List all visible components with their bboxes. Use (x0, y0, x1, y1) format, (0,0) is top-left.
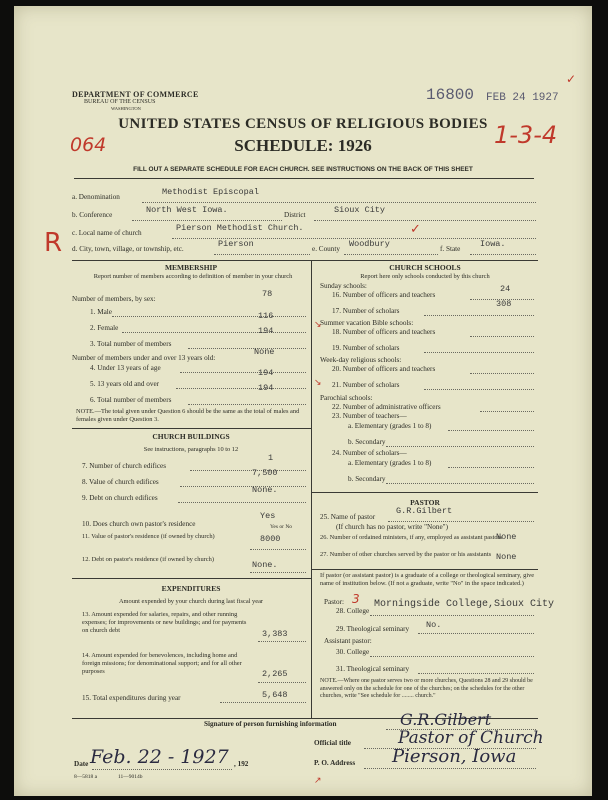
q31-label: 31. Theological seminary (336, 665, 410, 673)
signature-value: G.R.Gilbert (400, 710, 492, 729)
form-title: UNITED STATES CENSUS OF RELIGIOUS BODIES (118, 116, 488, 132)
red-left-code: 064 (70, 134, 107, 156)
membership-intro: Report number of members according to definition of member in your church (93, 273, 293, 280)
date-value: Feb. 22 - 1927 (90, 746, 229, 768)
college-intro: If pastor (or assistant pastor) is a graduate of a college or theological seminary, give name of institution below. (If not a graduate, write "No" in the space indicated.) (320, 572, 535, 587)
q7-label: 7. Number of church edifices (82, 462, 167, 470)
q16-value: 24 (500, 284, 511, 294)
conference-value: North West Iowa. (146, 205, 228, 215)
q22-label: 22. Number of administrative officers (332, 403, 441, 411)
official-title-label: Official title (314, 739, 351, 747)
q12-label: 12. Debt on pastor's residence (if owned by church) (82, 556, 214, 563)
q4-value: None (254, 347, 275, 357)
parochial-schools-label: Parochial schools: (320, 394, 373, 402)
q29-value: No. (426, 620, 442, 630)
membership-note: NOTE.—The total given under Question 6 should be the same as the total of males and females given under Question 3. (76, 408, 300, 423)
q21-label: 21. Number of scholars (332, 381, 400, 389)
sunday-schools-label: Sunday schools: (320, 282, 367, 290)
buildings-heading: CHURCH BUILDINGS (152, 432, 230, 441)
weekday-schools-label: Week-day religious schools: (320, 356, 402, 364)
q14-label: 14. Amount expended for benevolences, including home and foreign missions; for denominational support; and for all other purposes (82, 652, 242, 675)
city-value: Pierson (218, 239, 254, 249)
q24a-label: a. Elementary (grades 1 to 8) (348, 459, 432, 467)
red-tick-icon: ↗ (314, 776, 322, 786)
q3-value: 194 (258, 326, 274, 336)
schools-heading: CHURCH SCHOOLS (389, 263, 461, 272)
q27-label: 27. Number of other churches served by the pastor or his assistants (320, 551, 492, 558)
q30-label: 30. College (336, 648, 370, 656)
po-address-label: P. O. Address (314, 759, 356, 767)
members-by-sex-label: Number of members, by sex: (72, 295, 156, 303)
q15-label: 15. Total expenditures during year (82, 694, 181, 702)
q6-label: 6. Total number of members (90, 396, 172, 404)
q23b-label: b. Secondary (348, 438, 386, 446)
schedule-title: SCHEDULE: 1926 (234, 136, 372, 155)
schools-intro: Report here only schools conducted by this church (360, 273, 490, 280)
q13-label: 13. Amount expended for salaries, repairs, and other running expenses; for improvements or new buildings; and for payments on church debt (82, 611, 247, 634)
q4-label: 4. Under 13 years of age (90, 364, 161, 372)
assistant-pastor-label: Assistant pastor: (324, 637, 372, 645)
q10-value: Yes (260, 511, 276, 521)
q17-value: 308 (496, 299, 512, 309)
year-suffix: , 192 (234, 760, 249, 768)
red-mark-three: 3 (352, 592, 360, 606)
q5-label: 5. 13 years old and over (90, 380, 160, 388)
q9-value: None. (252, 485, 278, 495)
red-margin-mark: R (44, 228, 63, 258)
city-heading: WASHINGTON (111, 106, 141, 111)
q20-label: 20. Number of officers and teachers (332, 365, 436, 373)
q24-label: 24. Number of scholars— (332, 449, 407, 457)
census-schedule-page (14, 6, 592, 796)
q23-label: 23. Number of teachers— (332, 412, 407, 420)
stamp-date: FEB 24 1927 (486, 92, 559, 104)
q26-label: 26. Number of ordained ministers, if any, employed as assistant pastors (320, 534, 503, 541)
red-check-icon: ✓ (566, 72, 577, 86)
county-value: Woodbury (349, 239, 390, 249)
pastor-note: NOTE.—Where one pastor serves two or more churches, Questions 28 and 29 should be answered only on the schedule for one of the churches; on the schedules for the other churches, write "See schedule for ........ church." (320, 678, 533, 699)
q24b-label: b. Secondary (348, 475, 386, 483)
stamp-number: 16800 (426, 86, 475, 104)
buildings-intro: See instructions, paragraphs 10 to 12 (143, 446, 239, 453)
church-name-value: Pierson Methodist Church. (176, 223, 304, 233)
q28-value: Morningside College,Sioux City (374, 599, 555, 610)
official-title-value: Pastor of Church (398, 728, 544, 748)
q13-value: 3,383 (262, 629, 288, 639)
q10-label: 10. Does church own pastor's residence (82, 520, 196, 528)
q17-label: 17. Number of scholars (332, 307, 400, 315)
q11-label: 11. Value of pastor's residence (if owned by church) (82, 533, 215, 540)
membership-heading: MEMBERSHIP (164, 263, 218, 272)
red-check-icon: ✓ (410, 222, 421, 237)
q9-label: 9. Debt on church edifices (82, 494, 158, 502)
q28-label: 28. College (336, 607, 370, 615)
county-label: e. County (312, 245, 340, 253)
form-code: 8—5818 a (74, 774, 98, 780)
city-label: d. City, town, village, or township, etc. (72, 245, 184, 253)
red-tick-icon: ↘ (314, 378, 322, 388)
q12-value: None. (252, 560, 278, 570)
q7-value: 1 (268, 453, 274, 463)
q2-label: 2. Female (90, 324, 119, 332)
q8-label: 8. Value of church edifices (82, 478, 159, 486)
denomination-label: a. Denomination (72, 193, 120, 201)
q16-label: 16. Number of officers and teachers (332, 291, 436, 299)
expenditures-heading: EXPENDITURES (161, 584, 221, 593)
bureau-heading: BUREAU OF THE CENSUS (84, 99, 156, 105)
instructions-line: FILL OUT A SEPARATE SCHEDULE FOR EACH CHURCH. SEE INSTRUCTIONS ON THE BACK OF THIS SHEET (133, 166, 473, 173)
form-code-2: 11—9014b (118, 774, 143, 780)
q2-value: 116 (258, 311, 274, 321)
red-right-code: 1-3-4 (494, 121, 558, 149)
q15-value: 5,648 (262, 690, 288, 700)
denomination-value: Methodist Episcopal (162, 187, 259, 197)
q19-label: 19. Number of scholars (332, 344, 400, 352)
q18-label: 18. Number of officers and teachers (332, 328, 436, 336)
q1-value: 78 (262, 289, 273, 299)
q5-value: 194 (258, 368, 274, 378)
q23a-label: a. Elementary (grades 1 to 8) (348, 422, 432, 430)
q14-value: 2,265 (262, 669, 288, 679)
red-tick-icon: ↘ (314, 320, 322, 330)
yes-no-hint: Yes or No (270, 524, 293, 530)
conference-label: b. Conference (72, 211, 113, 219)
q26-value: None (496, 532, 517, 542)
signature-label: Signature of person furnishing information (204, 720, 337, 728)
pastor-heading: PASTOR (410, 498, 440, 507)
pastor-college-label: Pastor: (324, 598, 344, 606)
q8-value: 7,500 (252, 468, 278, 478)
date-label: Date (74, 760, 89, 768)
q29-label: 29. Theological seminary (336, 625, 410, 633)
q1-label: 1. Male (90, 308, 112, 316)
q25-hint: (If church has no pastor, write "None") (336, 523, 448, 531)
district-label: District (284, 211, 306, 219)
under-over-label: Number of members under and over 13 years old: (72, 354, 216, 362)
state-label: f. State (440, 245, 461, 253)
q3-label: 3. Total number of members (90, 340, 172, 348)
church-name-label: c. Local name of church (72, 229, 142, 237)
po-address-value: Pierson, Iowa (392, 746, 517, 767)
q25-label: 25. Name of pastor (320, 513, 376, 521)
district-value: Sioux City (334, 205, 386, 215)
department-heading: DEPARTMENT OF COMMERCE (72, 90, 199, 99)
q6-value: 194 (258, 383, 274, 393)
q25-value: G.R.Gilbert (396, 506, 453, 516)
state-value: Iowa. (480, 239, 506, 249)
summer-schools-label: Summer vacation Bible schools: (320, 319, 414, 327)
q11-value: 8000 (260, 534, 281, 544)
expenditures-intro: Amount expended by your church during last fiscal year (118, 598, 264, 605)
q27-value: None (496, 552, 517, 562)
